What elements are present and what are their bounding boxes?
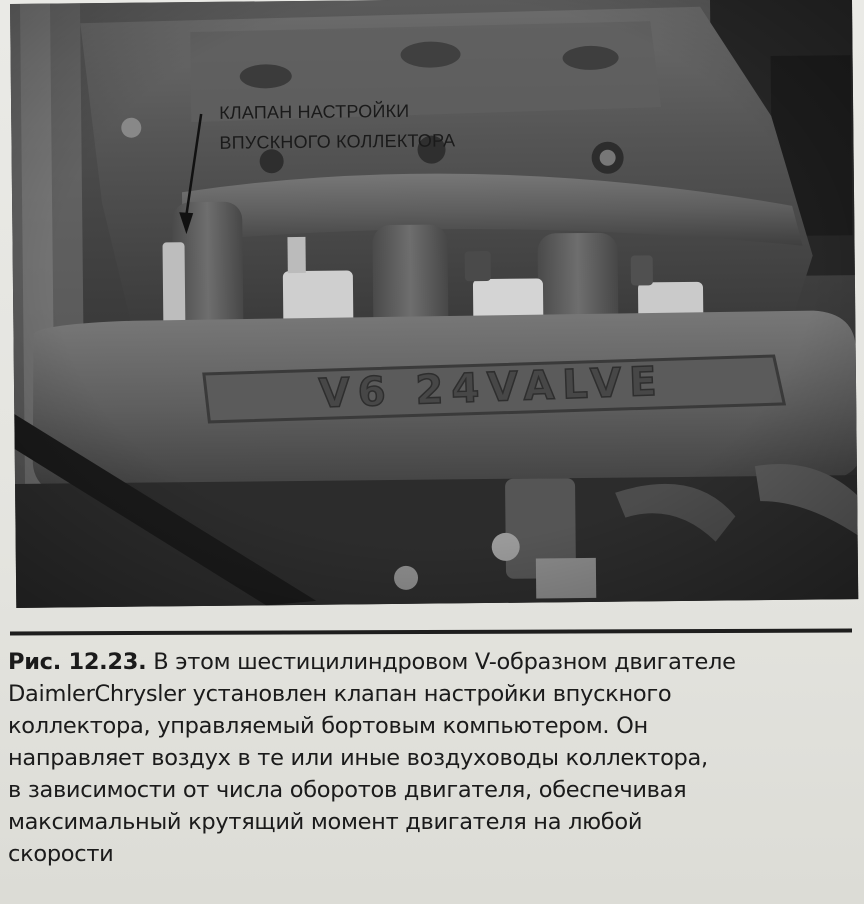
figure-number: Рис. 12.23. (8, 649, 147, 675)
caption-line-7: скорости (8, 841, 114, 867)
caption-line-1-text: В этом шестицилиндровом V-образном двигателе (146, 649, 736, 675)
engine-photo (10, 0, 858, 608)
caption-line-3: коллектора, управляемый бортовым компьютером. Он (8, 713, 648, 739)
caption-divider (10, 629, 852, 636)
callout-label (219, 95, 455, 157)
caption-line-4: направляет воздух в те или иные воздуховоды коллектора, (8, 745, 708, 771)
caption-line-5: в зависимости от числа оборотов двигателя, обеспечивая (8, 777, 687, 803)
caption-line-6: максимальный крутящий момент двигателя на любой (8, 809, 643, 835)
figure-caption (8, 646, 858, 870)
callout-line-2: ВПУСКНОГО КОЛЛЕКТОРА (219, 130, 456, 153)
caption-line-2: DaimlerChrysler установлен клапан настройки впускного (8, 681, 672, 707)
caption-line-1 (8, 646, 858, 678)
engine-illustration (10, 0, 858, 608)
callout-line-1: КЛАПАН НАСТРОЙКИ (219, 100, 410, 123)
